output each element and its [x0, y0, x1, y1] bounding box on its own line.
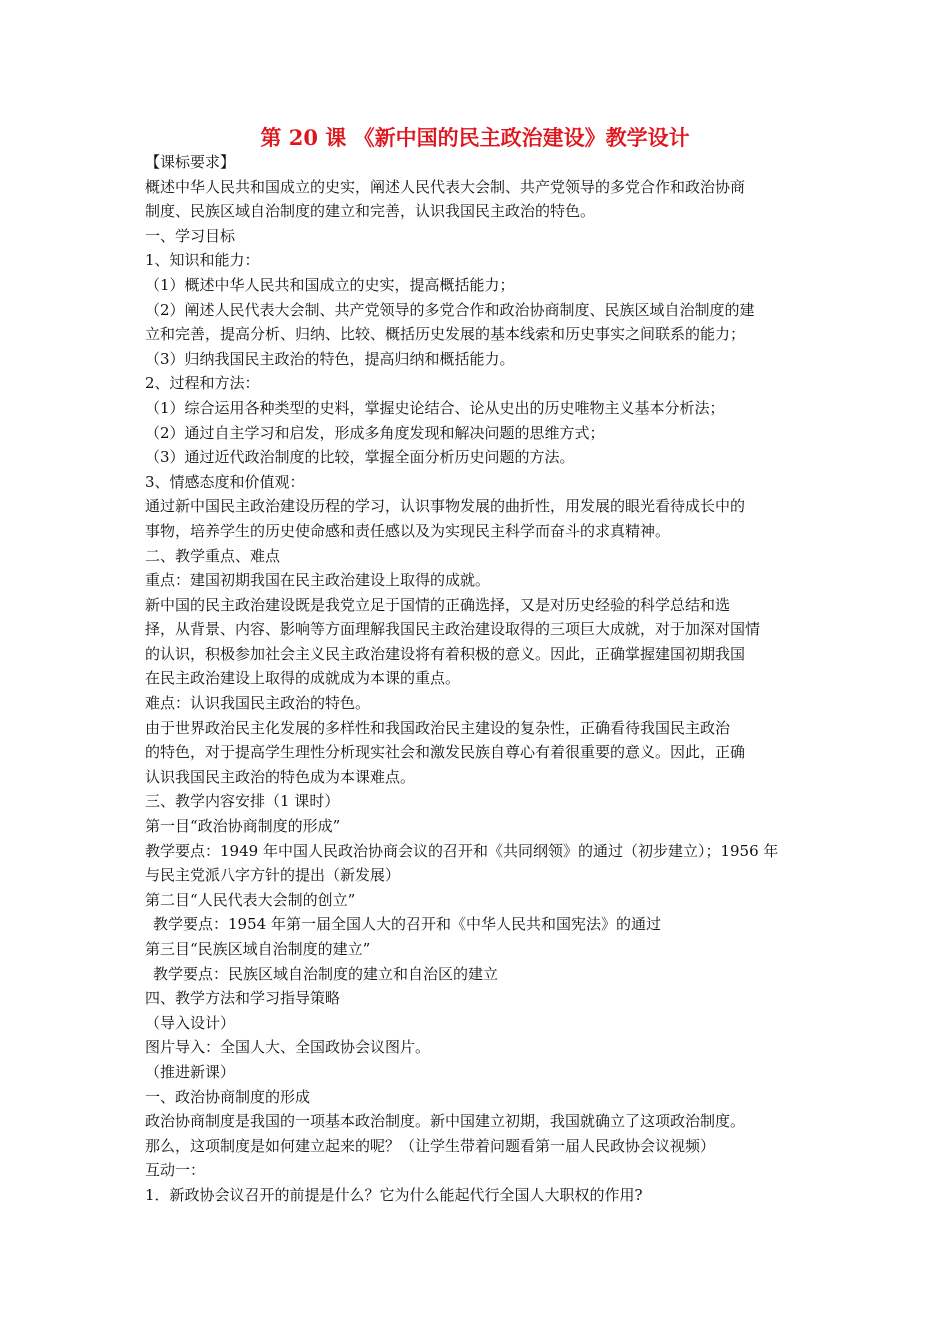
paragraph-line: 通过新中国民主政治建设历程的学习，认识事物发展的曲折性，用发展的眼光看待成长中的 — [145, 497, 746, 516]
paragraph-line: 第一目“政治协商制度的形成” — [145, 817, 341, 836]
list-item: （1）综合运用各种类型的史料，掌握史论结合、论从史出的历史唯物主义基本分析法； — [145, 398, 725, 417]
paragraph-line: 由于世界政治民主化发展的多样性和我国政治民主建设的复杂性，正确看待我国民主政治 — [145, 718, 731, 737]
paragraph-line: 的特色，对于提高学生理性分析现实社会和激发民族自尊心有着很重要的意义。因此，正确 — [145, 743, 746, 762]
paragraph-line: 概述中华人民共和国成立的史实，阐述人民代表大会制、共产党领导的多党合作和政治协商 — [145, 177, 746, 196]
section-heading: 一、学习目标 — [145, 226, 236, 245]
paragraph-line: 择，从背景、内容、影响等方面理解我国民主政治建设取得的三项巨大成就，对于加深对国情 — [145, 620, 761, 639]
paragraph-line: 制度、民族区域自治制度的建立和完善，认识我国民主政治的特色。 — [145, 202, 596, 221]
paragraph-line: 教学要点：民族区域自治制度的建立和自治区的建立 — [153, 964, 499, 983]
section-heading: 【课标要求】 — [145, 153, 236, 171]
paragraph-line: 新中国的民主政治建设既是我党立足于国情的正确选择，又是对历史经验的科学总结和选 — [145, 595, 731, 614]
paragraph-line: （导入设计） — [145, 1013, 236, 1032]
paragraph-line: 第二目“人民代表大会制的创立” — [145, 890, 356, 909]
paragraph-line: 在民主政治建设上取得的成就成为本课的重点。 — [145, 669, 461, 688]
document-body — [145, 150, 811, 1208]
subsection-heading: 2、过程和方法： — [145, 374, 260, 393]
paragraph-line: 教学要点：1949 年中国人民政治协商会议的召开和《共同纲领》的通过（初步建立）；1956 年 — [145, 841, 779, 860]
list-item: （1）概述中华人民共和国成立的史实，提高概括能力； — [145, 275, 515, 294]
document-title: 第 20 课 《新中国的民主政治建设》教学设计 — [260, 125, 690, 150]
paragraph-line: 认识我国民主政治的特色成为本课难点。 — [145, 767, 416, 786]
list-item: （3）通过近代政治制度的比较，掌握全面分析历史问题的方法。 — [145, 448, 575, 467]
list-item: （3）归纳我国民主政治的特色，提高归纳和概括能力。 — [145, 349, 515, 368]
paragraph-line: 重点：建国初期我国在民主政治建设上取得的成就。 — [145, 571, 491, 590]
paragraph-line: 难点：认识我国民主政治的特色。 — [145, 694, 371, 713]
paragraph-line: 政治协商制度是我国的一项基本政治制度。新中国建立初期，我国就确立了这项政治制度。 — [145, 1112, 746, 1131]
paragraph-line: （推进新课） — [145, 1062, 236, 1081]
subsection-heading: 3、情感态度和价值观： — [145, 472, 305, 491]
section-heading: 二、教学重点、难点 — [145, 546, 281, 565]
paragraph-line: 教学要点：1954 年第一届全国人大的召开和《中华人民共和国宪法》的通过 — [153, 915, 661, 934]
paragraph-line: 的认识，积极参加社会主义民主政治建设将有着积极的意义。因此，正确掌握建国初期我国 — [145, 644, 746, 663]
paragraph-line: 那么，这项制度是如何建立起来的呢？（让学生带着问题看第一届人民政协会议视频） — [145, 1136, 716, 1155]
section-heading: 四、教学方法和学习指导策略 — [145, 989, 341, 1008]
paragraph-line: 立和完善，提高分析、归纳、比较、概括历史发展的基本线索和历史事实之间联系的能力； — [145, 325, 746, 344]
paragraph-line: 图片导入：全国人大、全国政协会议图片。 — [145, 1038, 431, 1057]
list-item: 1．新政协会议召开的前提是什么？它为什么能起代行全国人大职权的作用? — [145, 1185, 643, 1204]
subsection-heading: 1、知识和能力： — [145, 251, 260, 270]
section-heading: 三、教学内容安排（1 课时） — [145, 792, 340, 811]
list-item: （2）通过自主学习和启发，形成多角度发现和解决问题的思维方式； — [145, 423, 605, 442]
paragraph-line: 互动一： — [145, 1161, 206, 1180]
list-item: （2）阐述人民代表大会制、共产党领导的多党合作和政治协商制度、民族区域自治制度的建 — [145, 300, 755, 319]
section-heading: 一、政治协商制度的形成 — [145, 1087, 311, 1106]
paragraph-line: 与民主党派八字方针的提出（新发展） — [145, 866, 401, 885]
paragraph-line: 第三目“民族区域自治制度的建立” — [145, 940, 371, 958]
paragraph-line: 事物，培养学生的历史使命感和责任感以及为实现民主科学而奋斗的求真精神。 — [145, 521, 671, 540]
